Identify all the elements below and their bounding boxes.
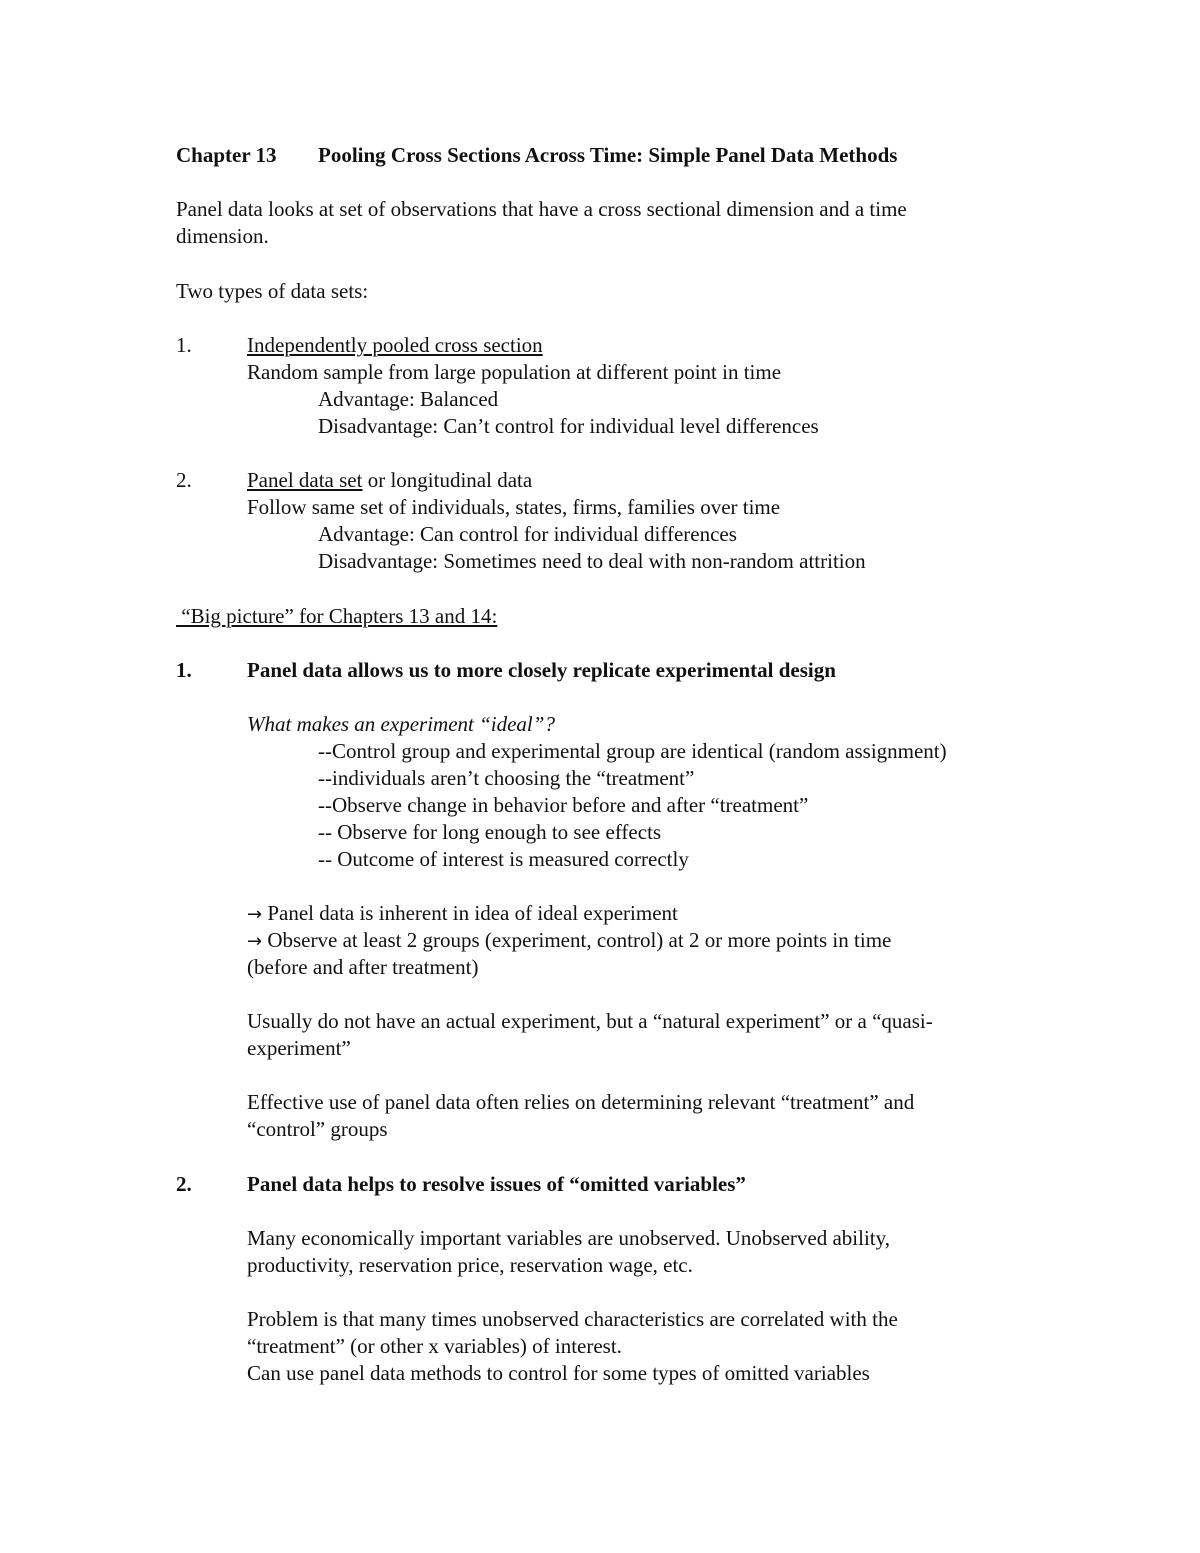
- big-picture-heading: “Big picture” for Chapters 13 and 14:: [176, 604, 498, 628]
- can-use-line: Can use panel data methods to control for some types of omitted variables: [247, 1361, 870, 1385]
- type2-name: [247, 467, 532, 494]
- intro-line-2: dimension.: [176, 224, 269, 248]
- effective-use-line-1: Effective use of panel data often relies on determining relevant “treatment” and: [247, 1090, 915, 1114]
- unobserved-line-2: productivity, reservation price, reservation wage, etc.: [247, 1253, 693, 1277]
- point1-heading: Panel data allows us to more closely replicate experimental design: [247, 658, 836, 682]
- problem-line-2: “treatment” (or other x variables) of interest.: [247, 1334, 622, 1358]
- problem-line-1: Problem is that many times unobserved characteristics are correlated with the: [247, 1307, 898, 1331]
- natural-experiment-line-1: Usually do not have an actual experiment, but a “natural experiment” or a “quasi-: [247, 1009, 933, 1033]
- arrow-line-2-text: Observe at least 2 groups (experiment, control) at 2 or more points in time: [262, 928, 892, 952]
- type1-advantage: Advantage: Balanced: [318, 387, 499, 411]
- chapter-title: Pooling Cross Sections Across Time: Simple Panel Data Methods: [318, 143, 898, 167]
- type2-number: 2.: [176, 468, 192, 492]
- type2-name-underlined: Panel data set: [247, 468, 363, 492]
- type1-disadvantage: Disadvantage: Can’t control for individual level differences: [318, 414, 819, 438]
- arrow-right-icon: →: [247, 904, 263, 925]
- type1-number: 1.: [176, 333, 192, 357]
- ideal-question: What makes an experiment “ideal”?: [247, 712, 555, 736]
- point1-number: 1.: [176, 658, 192, 682]
- ideal-bullet: -- Outcome of interest is measured correctly: [318, 847, 689, 871]
- type2-description: Follow same set of individuals, states, firms, families over time: [247, 495, 781, 519]
- arrow-line-1: [247, 900, 678, 928]
- type2-advantage: Advantage: Can control for individual differences: [318, 522, 737, 546]
- type2-name-rest: or longitudinal data: [362, 468, 533, 492]
- type2-disadvantage: Disadvantage: Sometimes need to deal with non-random attrition: [318, 549, 866, 573]
- point2-heading: Panel data helps to resolve issues of “omitted variables”: [247, 1172, 746, 1196]
- ideal-bullet: -- Observe for long enough to see effects: [318, 820, 662, 844]
- effective-use-line-2: “control” groups: [247, 1117, 388, 1141]
- natural-experiment-line-2: experiment”: [247, 1036, 351, 1060]
- types-heading: Two types of data sets:: [176, 279, 369, 303]
- ideal-bullet: --Control group and experimental group are identical (random assignment): [318, 739, 947, 763]
- type1-description: Random sample from large population at different point in time: [247, 360, 782, 384]
- intro-line-1: Panel data looks at set of observations that have a cross sectional dimension and a time: [176, 197, 907, 221]
- unobserved-line-1: Many economically important variables are unobserved. Unobserved ability,: [247, 1226, 891, 1250]
- arrow-line-2-cont: (before and after treatment): [247, 955, 479, 979]
- chapter-number: Chapter 13: [176, 143, 277, 167]
- arrow-line-2: [247, 927, 891, 955]
- arrow-right-icon: →: [247, 931, 263, 952]
- ideal-bullet: --Observe change in behavior before and after “treatment”: [318, 793, 809, 817]
- arrow-line-1-text: Panel data is inherent in idea of ideal experiment: [262, 901, 678, 925]
- type1-name: Independently pooled cross section: [247, 333, 543, 357]
- point2-number: 2.: [176, 1172, 192, 1196]
- ideal-bullet: --individuals aren’t choosing the “treatment”: [318, 766, 695, 790]
